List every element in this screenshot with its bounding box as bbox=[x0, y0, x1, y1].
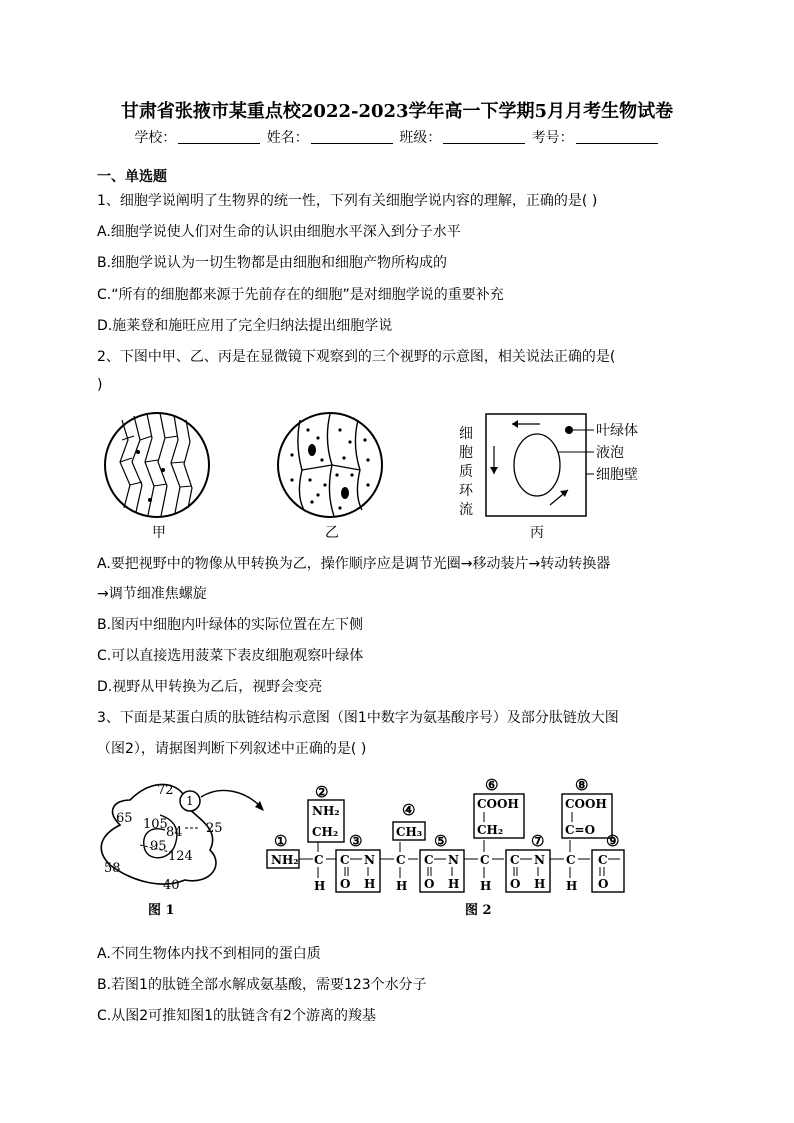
q2-stem-line2: ) bbox=[97, 377, 103, 393]
circled-7: ⑦ bbox=[531, 832, 545, 850]
side-label-2: 胞 bbox=[459, 445, 473, 461]
q2-option-a-cont: →调节细准焦螺旋 bbox=[97, 586, 207, 602]
peptide-n-3: N bbox=[534, 853, 545, 867]
peptide-c-3: C bbox=[510, 853, 520, 867]
c-eq-o-side: C=O bbox=[565, 823, 596, 837]
nh2-terminal: NH₂ bbox=[271, 853, 299, 867]
fig1-num-72: 72 bbox=[157, 783, 174, 798]
peptide-c-1: C bbox=[340, 853, 350, 867]
cooh-side-2: COOH bbox=[565, 797, 607, 811]
h-1: H bbox=[314, 879, 326, 893]
figure1-label: 图 1 bbox=[148, 903, 175, 918]
alpha-c-1: C bbox=[314, 853, 324, 867]
alpha-c-3: C bbox=[480, 853, 490, 867]
peptide-o-2: O bbox=[424, 877, 435, 891]
label-bing: 丙 bbox=[530, 525, 544, 541]
side-label-4: 环 bbox=[459, 483, 473, 499]
peptide-o-1: O bbox=[340, 877, 351, 891]
page-title: 甘肃省张掖市某重点校2022-2023学年高一下学期5月月考生物试卷 bbox=[120, 101, 674, 122]
q3-option-a: A.不同生物体内找不到相同的蛋白质 bbox=[97, 946, 321, 962]
class-label: 班级： bbox=[399, 130, 442, 146]
name-blank[interactable] bbox=[311, 129, 393, 144]
figure2-chain-detail bbox=[267, 776, 624, 893]
circled-1: ① bbox=[274, 832, 288, 850]
chloroplast-dot bbox=[565, 426, 573, 434]
view-bing bbox=[459, 414, 638, 518]
peptide-h-3: H bbox=[534, 877, 546, 891]
peptide-c-2: C bbox=[424, 853, 434, 867]
q3-option-b: B.若图1的肽链全部水解成氨基酸，需要123个水分子 bbox=[97, 977, 427, 993]
q1-option-b: B.细胞学说认为一切生物都是由细胞和细胞产物所构成的 bbox=[97, 255, 448, 271]
q2-figure bbox=[0, 405, 794, 545]
exam-number-label: 考号： bbox=[531, 130, 574, 146]
figure1-peptide-chain bbox=[101, 783, 264, 893]
circled-3: ③ bbox=[349, 832, 363, 850]
peptide-h-2: H bbox=[448, 877, 460, 891]
q2-stem-line1: 2、下图中甲、乙、丙是在显微镜下观察到的三个视野的示意图，相关说法正确的是( bbox=[97, 349, 616, 365]
q3-option-c: C.从图2可推知图1的肽链含有2个游离的羧基 bbox=[97, 1008, 376, 1024]
label-jia: 甲 bbox=[152, 525, 166, 541]
legend-vacuole: 液泡 bbox=[596, 445, 624, 461]
q3-stem-line1: 3、下面是某蛋白质的肽链结构示意图（图1中数字为氨基酸序号）及部分肽链放大图 bbox=[97, 710, 619, 726]
circled-2: ② bbox=[315, 783, 329, 801]
legend-chloroplast: 叶绿体 bbox=[596, 423, 638, 439]
circled-6: ⑥ bbox=[485, 776, 499, 794]
terminal-o: O bbox=[598, 877, 609, 891]
h-4: H bbox=[566, 879, 578, 893]
alpha-c-2: C bbox=[396, 853, 406, 867]
circled-5: ⑤ bbox=[434, 832, 448, 850]
fig1-num-65: 65 bbox=[116, 811, 133, 826]
fig1-num-58: 58 bbox=[104, 861, 121, 876]
alpha-c-4: C bbox=[566, 853, 576, 867]
side-label-5: 流 bbox=[459, 502, 473, 518]
cooh-side-1: COOH bbox=[477, 797, 519, 811]
fig1-num-40: 40 bbox=[163, 878, 180, 893]
terminal-c: C bbox=[598, 853, 608, 867]
section-title: 一、单选题 bbox=[97, 169, 167, 185]
q3-stem-line2: （图2），请据图判断下列叙述中正确的是( ) bbox=[97, 741, 367, 757]
h-3: H bbox=[480, 879, 492, 893]
exam-number-blank[interactable] bbox=[576, 129, 658, 144]
q3-figure bbox=[0, 770, 794, 930]
q2-option-d: D.视野从甲转换为乙后，视野会变亮 bbox=[97, 679, 323, 695]
peptide-h-1: H bbox=[364, 877, 376, 891]
fig1-num-105: 105 bbox=[143, 817, 168, 832]
circled-9: ⑨ bbox=[606, 832, 620, 850]
peptide-o-3: O bbox=[510, 877, 521, 891]
ch2-side-2: CH₂ bbox=[477, 823, 504, 837]
q2-option-b: B.图丙中细胞内叶绿体的实际位置在左下侧 bbox=[97, 617, 364, 633]
ch2-side-1: CH₂ bbox=[312, 825, 339, 839]
school-label: 学校： bbox=[134, 130, 177, 146]
h-2: H bbox=[396, 879, 408, 893]
circled-8: ⑧ bbox=[575, 776, 589, 794]
ch3-side: CH₃ bbox=[396, 825, 423, 839]
q2-option-a: A.要把视野中的物像从甲转换为乙，操作顺序应是调节光圈→移动装片→转动转换器 bbox=[97, 556, 611, 572]
q1-option-d: D.施莱登和施旺应用了完全归纳法提出细胞学说 bbox=[97, 318, 393, 334]
fig1-num-124: 124 bbox=[168, 849, 193, 864]
circled-4: ④ bbox=[402, 801, 416, 819]
q1-stem: 1、细胞学说阐明了生物界的统一性，下列有关细胞学说内容的理解，正确的是( ) bbox=[97, 193, 598, 209]
fig1-num-1: 1 bbox=[186, 794, 194, 808]
q2-option-c: C.可以直接选用菠菜下表皮细胞观察叶绿体 bbox=[97, 648, 364, 664]
fig1-num-84: 84 bbox=[166, 825, 183, 840]
class-blank[interactable] bbox=[443, 129, 525, 144]
view-jia bbox=[105, 413, 209, 517]
side-label-3: 质 bbox=[459, 464, 473, 480]
nh2-side: NH₂ bbox=[312, 804, 340, 818]
label-yi: 乙 bbox=[325, 525, 339, 541]
peptide-n-1: N bbox=[364, 853, 375, 867]
fig1-num-25: 25 bbox=[206, 821, 223, 836]
figure2-label: 图 2 bbox=[465, 903, 492, 918]
legend-cell-wall: 细胞壁 bbox=[596, 467, 638, 483]
peptide-n-2: N bbox=[448, 853, 459, 867]
student-info-row bbox=[0, 127, 794, 147]
view-yi bbox=[278, 413, 382, 517]
school-blank[interactable] bbox=[178, 129, 260, 144]
name-label: 姓名： bbox=[266, 130, 309, 146]
q1-option-a: A.细胞学说使人们对生命的认识由细胞水平深入到分子水平 bbox=[97, 224, 461, 240]
side-label-1: 细 bbox=[459, 426, 473, 442]
q1-option-c: C.“所有的细胞都来源于先前存在的细胞”是对细胞学说的重要补充 bbox=[97, 287, 504, 303]
fig1-num-95: 95 bbox=[150, 839, 167, 854]
